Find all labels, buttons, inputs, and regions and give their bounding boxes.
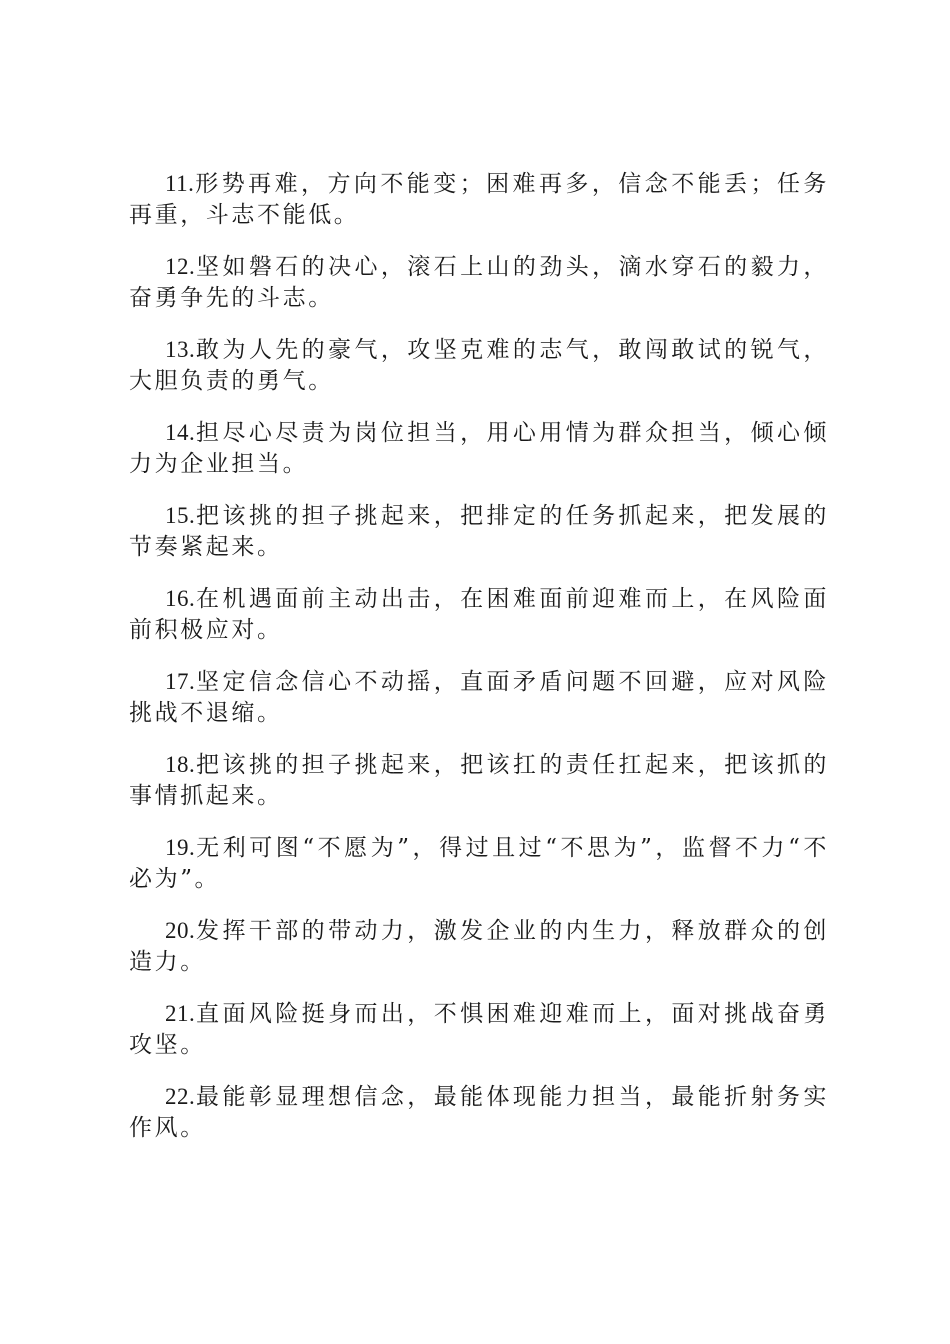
item-text: 把该挑的担子挑起来，把排定的任务抓起来，把发展的节奏紧起来。 [129, 503, 829, 560]
list-item [129, 334, 829, 397]
item-number: 17. [165, 669, 196, 694]
item-number: 18. [165, 752, 196, 777]
item-number: 15. [165, 503, 196, 528]
item-number: 19. [165, 835, 196, 860]
item-number: 11. [165, 171, 195, 196]
list-item [129, 666, 829, 729]
list-item [129, 998, 829, 1061]
list-item [129, 168, 829, 231]
item-text: 无利可图“不愿为”，得过且过“不思为”，监督不力“不必为”。 [129, 835, 829, 892]
list-item [129, 500, 829, 563]
item-number: 20. [165, 918, 196, 943]
item-text: 在机遇面前主动出击，在困难面前迎难而上，在风险面前积极应对。 [129, 586, 829, 643]
list-item [129, 749, 829, 812]
item-text: 发挥干部的带动力，激发企业的内生力，释放群众的创造力。 [129, 918, 829, 975]
item-number: 16. [165, 586, 196, 611]
list-item [129, 583, 829, 646]
item-number: 13. [165, 337, 196, 362]
item-text: 形势再难，方向不能变；困难再多，信念不能丢；任务再重，斗志不能低。 [129, 171, 829, 228]
item-text: 坚如磐石的决心，滚石上山的劲头，滴水穿石的毅力，奋勇争先的斗志。 [129, 254, 829, 311]
item-number: 12. [165, 254, 196, 279]
document-body [129, 168, 829, 1164]
item-text: 直面风险挺身而出，不惧困难迎难而上，面对挑战奋勇攻坚。 [129, 1001, 829, 1058]
list-item [129, 832, 829, 895]
item-text: 敢为人先的豪气，攻坚克难的志气，敢闯敢试的锐气，大胆负责的勇气。 [129, 337, 829, 394]
list-item [129, 1081, 829, 1144]
item-number: 14. [165, 420, 196, 445]
item-text: 把该挑的担子挑起来，把该扛的责任扛起来，把该抓的事情抓起来。 [129, 752, 829, 809]
list-item [129, 417, 829, 480]
item-text: 坚定信念信心不动摇，直面矛盾问题不回避，应对风险挑战不退缩。 [129, 669, 829, 726]
item-number: 21. [165, 1001, 196, 1026]
list-item [129, 915, 829, 978]
item-text: 担尽心尽责为岗位担当，用心用情为群众担当，倾心倾力为企业担当。 [129, 420, 829, 477]
item-number: 22. [165, 1084, 196, 1109]
list-item [129, 251, 829, 314]
item-text: 最能彰显理想信念，最能体现能力担当，最能折射务实作风。 [129, 1084, 829, 1141]
